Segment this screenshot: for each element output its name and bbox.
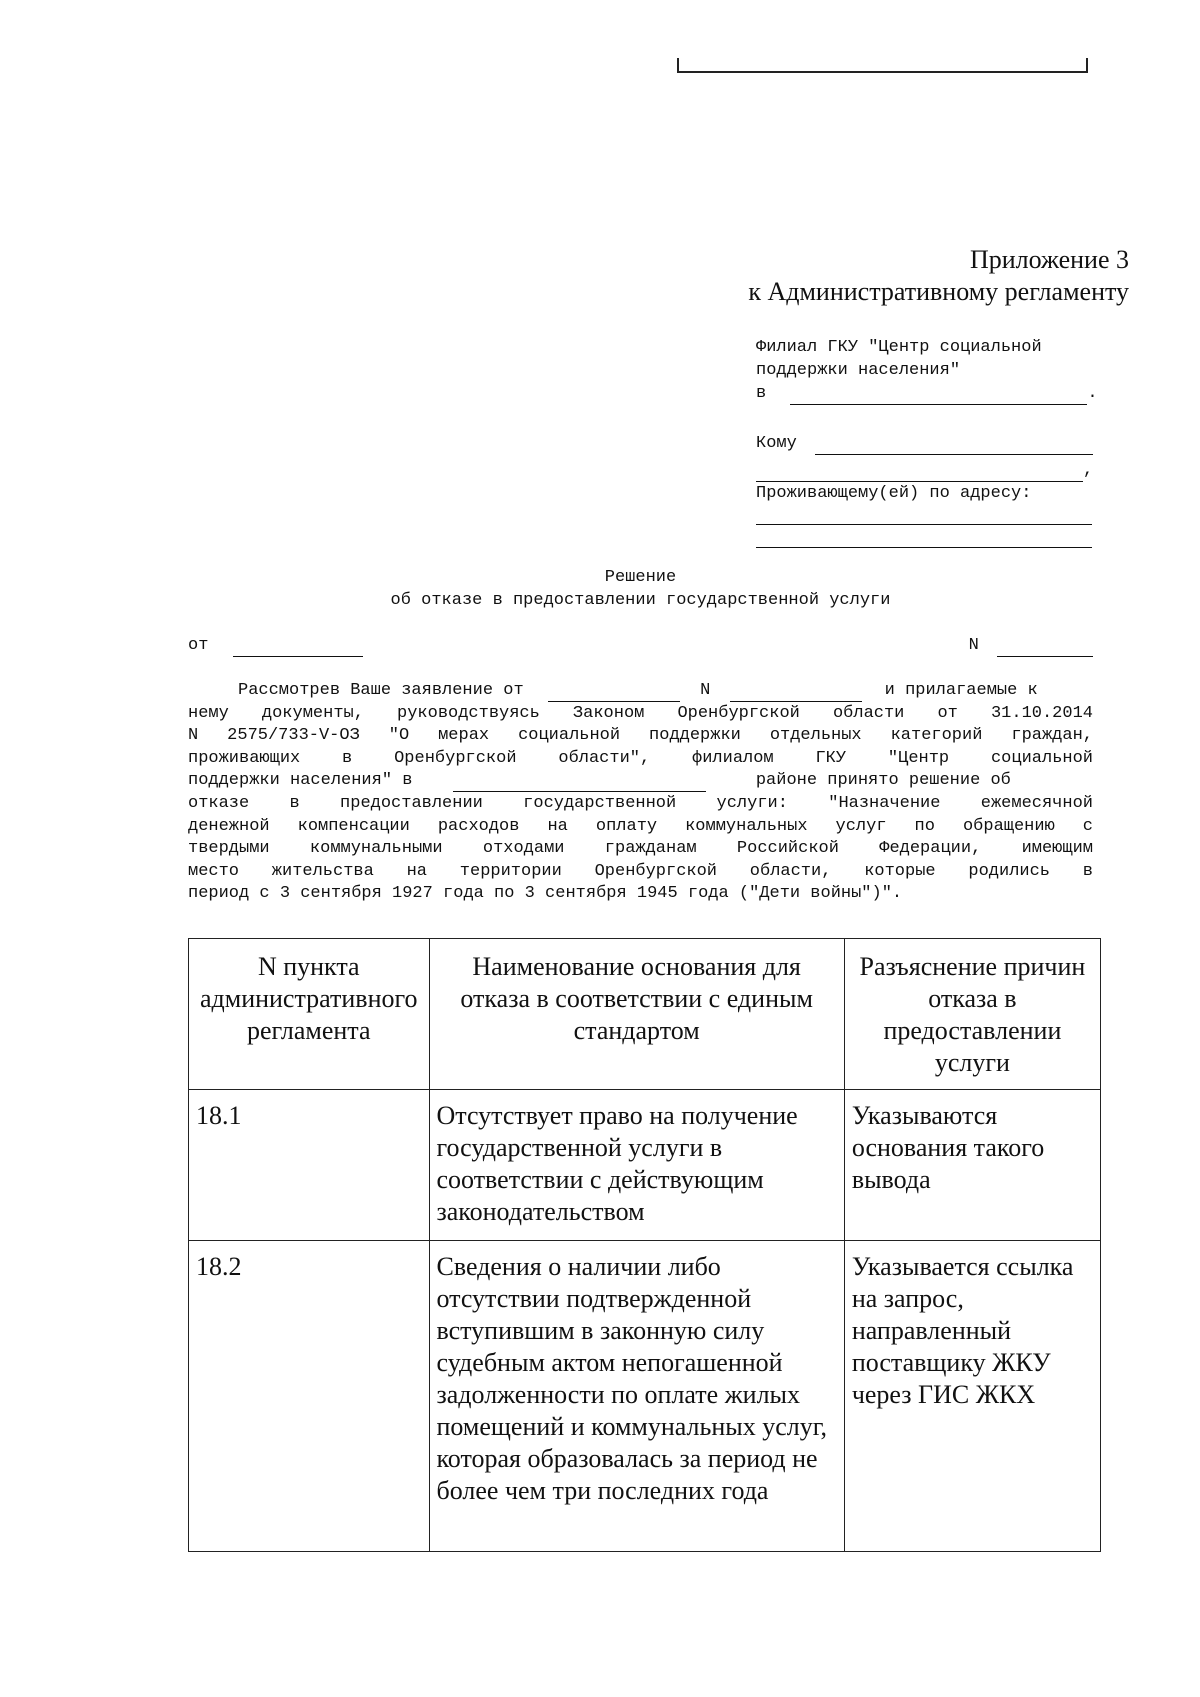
branch-name-line2: поддержки населения" [756, 361, 961, 380]
body-line-9: место жительства на территории Оренбургской области, которые родились в [188, 861, 1093, 881]
district-blank[interactable] [453, 775, 706, 792]
table-row [189, 1090, 1101, 1241]
row-refusal-basis: Отсутствует право на получение государственной услуги в соответствии с действующим законодательством [429, 1090, 844, 1241]
support-branch-label: поддержки населения" в [188, 771, 413, 791]
header-point-number: N пункта административного регламента [189, 939, 430, 1090]
stamp-frame-line [677, 70, 1088, 73]
address-blank-2[interactable] [756, 546, 1092, 548]
application-date-blank[interactable] [548, 685, 680, 702]
row-point-number: 18.1 [189, 1090, 430, 1241]
recipient-blank[interactable] [815, 438, 1093, 455]
decision-number [969, 634, 1093, 657]
recipient-line-2 [756, 455, 1092, 482]
application-from-label: Рассмотрев Ваше заявление от [238, 681, 524, 700]
body-line-5 [188, 769, 1093, 792]
decision-made-label: районе принято решение об [755, 771, 1011, 791]
body-line-10: период с 3 сентября 1927 года по 3 сентября 1945 года ("Дети войны")". [188, 884, 903, 904]
residing-label: Проживающему(ей) по адресу: [756, 484, 1032, 503]
application-number-blank[interactable] [730, 685, 862, 702]
recipient-blank-2[interactable] [756, 465, 1083, 482]
decision-date-number-row [188, 634, 1093, 657]
stamp-frame-right [1086, 58, 1088, 72]
table-header-row [189, 939, 1101, 1090]
decision-date [188, 634, 363, 657]
body-line-8: твердыми коммунальными отходами гражданам Российской Федерации, имеющим [188, 839, 1093, 859]
decision-date-blank[interactable] [233, 640, 363, 657]
branch-name-line1: Филиал ГКУ "Центр социальной [756, 338, 1042, 357]
row-point-number: 18.2 [189, 1241, 430, 1552]
decision-body [188, 679, 1093, 905]
appendix-header [748, 244, 1129, 308]
decision-heading [188, 566, 1093, 612]
in-end: . [1087, 384, 1098, 403]
recipient-line [756, 432, 1092, 455]
appendix-number: Приложение 3 [969, 245, 1129, 274]
body-line-4: проживающих в Оренбургской области", филиалом ГКУ "Центр социальной [188, 748, 1093, 768]
header-refusal-basis: Наименование основания для отказа в соответствии с единым стандартом [429, 939, 844, 1090]
decision-number-blank[interactable] [997, 640, 1093, 657]
row-refusal-explanation: Указывается ссылка на запрос, направленный поставщику ЖКУ через ГИС ЖКХ [844, 1241, 1100, 1552]
header-refusal-explanation: Разъяснение причин отказа в предоставлении услуги [844, 939, 1100, 1090]
decision-subtitle: об отказе в предоставлении государственной услуги [390, 591, 891, 610]
appendix-reference: к Административному регламенту [748, 277, 1129, 306]
body-line-7: денежной компенсации расходов на оплату коммунальных услуг по обращению с [188, 816, 1093, 836]
to-end: , [1083, 461, 1094, 480]
row-refusal-explanation: Указываются основания такого вывода [844, 1090, 1100, 1241]
in-label: в [756, 384, 767, 403]
body-line-1 [188, 679, 1093, 702]
table-row [189, 1241, 1101, 1552]
body-line-6: отказе в предоставлении государственной услуги: "Назначение ежемесячной [188, 793, 1093, 813]
to-label: Кому [756, 434, 797, 453]
application-number-label: N [700, 681, 711, 700]
branch-location-blank[interactable] [790, 388, 1087, 405]
refusal-reasons-table [188, 938, 1101, 1552]
row-refusal-basis: Сведения о наличии либо отсутствии подтвержденной вступившим в законную силу судебным актом непогашенной задолженности по оплате жилых помещений и коммунальных услуг, которая образовалась за период не более чем три последних года [429, 1241, 844, 1552]
number-label: N [968, 636, 979, 655]
body-line-2: нему документы, руководствуясь Законом Оренбургской области от 31.10.2014 [188, 703, 1093, 723]
from-label: от [188, 636, 209, 655]
addressee-block [756, 336, 1098, 548]
decision-title: Решение [604, 568, 677, 587]
branch-location-line [756, 382, 1098, 409]
attached-docs-label: и прилагаемые к [884, 681, 1038, 700]
body-line-3: N 2575/733-V-ОЗ "О мерах социальной поддержки отдельных категорий граждан, [188, 726, 1093, 746]
